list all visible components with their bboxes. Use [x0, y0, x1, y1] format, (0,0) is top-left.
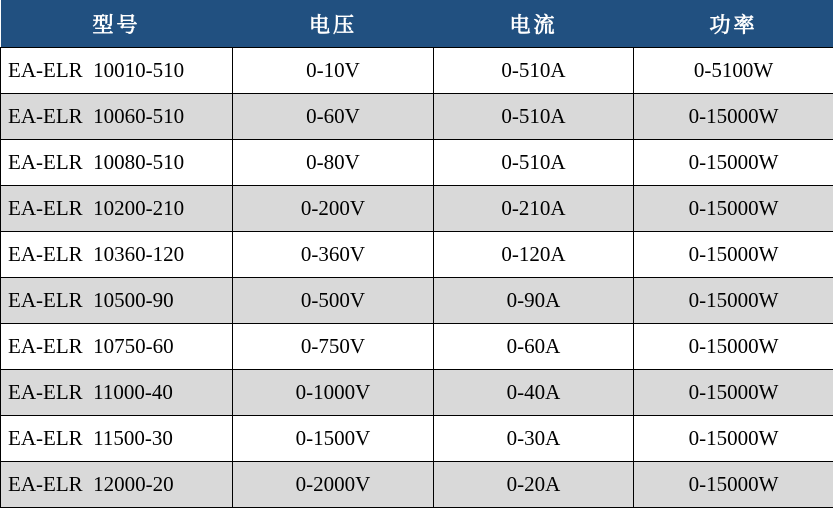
power-cell: 0-15000W	[634, 324, 833, 370]
power-cell: 0-15000W	[634, 370, 833, 416]
header-row	[1, 0, 833, 48]
model-cell: EA-ELR 10010-510	[1, 48, 233, 94]
voltage-cell: 0-2000V	[233, 462, 434, 508]
table-row	[1, 324, 833, 370]
current-cell: 0-90A	[434, 278, 634, 324]
current-cell: 0-60A	[434, 324, 634, 370]
current-cell: 0-120A	[434, 232, 634, 278]
voltage-cell: 0-500V	[233, 278, 434, 324]
table-header	[1, 0, 833, 48]
model-cell: EA-ELR 10080-510	[1, 140, 233, 186]
table-row	[1, 416, 833, 462]
voltage-cell: 0-360V	[233, 232, 434, 278]
model-cell: EA-ELR 10750-60	[1, 324, 233, 370]
power-cell: 0-5100W	[634, 48, 833, 94]
table-row	[1, 370, 833, 416]
power-cell: 0-15000W	[634, 186, 833, 232]
power-cell: 0-15000W	[634, 462, 833, 508]
voltage-cell: 0-750V	[233, 324, 434, 370]
current-cell: 0-30A	[434, 416, 634, 462]
header-voltage: 电压	[233, 0, 434, 48]
model-cell: EA-ELR 10500-90	[1, 278, 233, 324]
voltage-cell: 0-10V	[233, 48, 434, 94]
table-row	[1, 140, 833, 186]
table-row	[1, 232, 833, 278]
power-cell: 0-15000W	[634, 94, 833, 140]
voltage-cell: 0-1000V	[233, 370, 434, 416]
current-cell: 0-510A	[434, 94, 634, 140]
table-row	[1, 94, 833, 140]
model-cell: EA-ELR 11500-30	[1, 416, 233, 462]
current-cell: 0-40A	[434, 370, 634, 416]
table-row	[1, 48, 833, 94]
header-current: 电流	[434, 0, 634, 48]
power-cell: 0-15000W	[634, 232, 833, 278]
voltage-cell: 0-60V	[233, 94, 434, 140]
model-cell: EA-ELR 10360-120	[1, 232, 233, 278]
voltage-cell: 0-1500V	[233, 416, 434, 462]
current-cell: 0-510A	[434, 140, 634, 186]
power-cell: 0-15000W	[634, 278, 833, 324]
table-body	[1, 48, 833, 508]
model-cell: EA-ELR 10200-210	[1, 186, 233, 232]
power-cell: 0-15000W	[634, 416, 833, 462]
current-cell: 0-510A	[434, 48, 634, 94]
current-cell: 0-210A	[434, 186, 634, 232]
header-power: 功率	[634, 0, 833, 48]
model-cell: EA-ELR 12000-20	[1, 462, 233, 508]
current-cell: 0-20A	[434, 462, 634, 508]
header-model: 型号	[1, 0, 233, 48]
model-cell: EA-ELR 11000-40	[1, 370, 233, 416]
table-row	[1, 186, 833, 232]
voltage-cell: 0-200V	[233, 186, 434, 232]
table-row	[1, 278, 833, 324]
power-cell: 0-15000W	[634, 140, 833, 186]
voltage-cell: 0-80V	[233, 140, 434, 186]
model-cell: EA-ELR 10060-510	[1, 94, 233, 140]
